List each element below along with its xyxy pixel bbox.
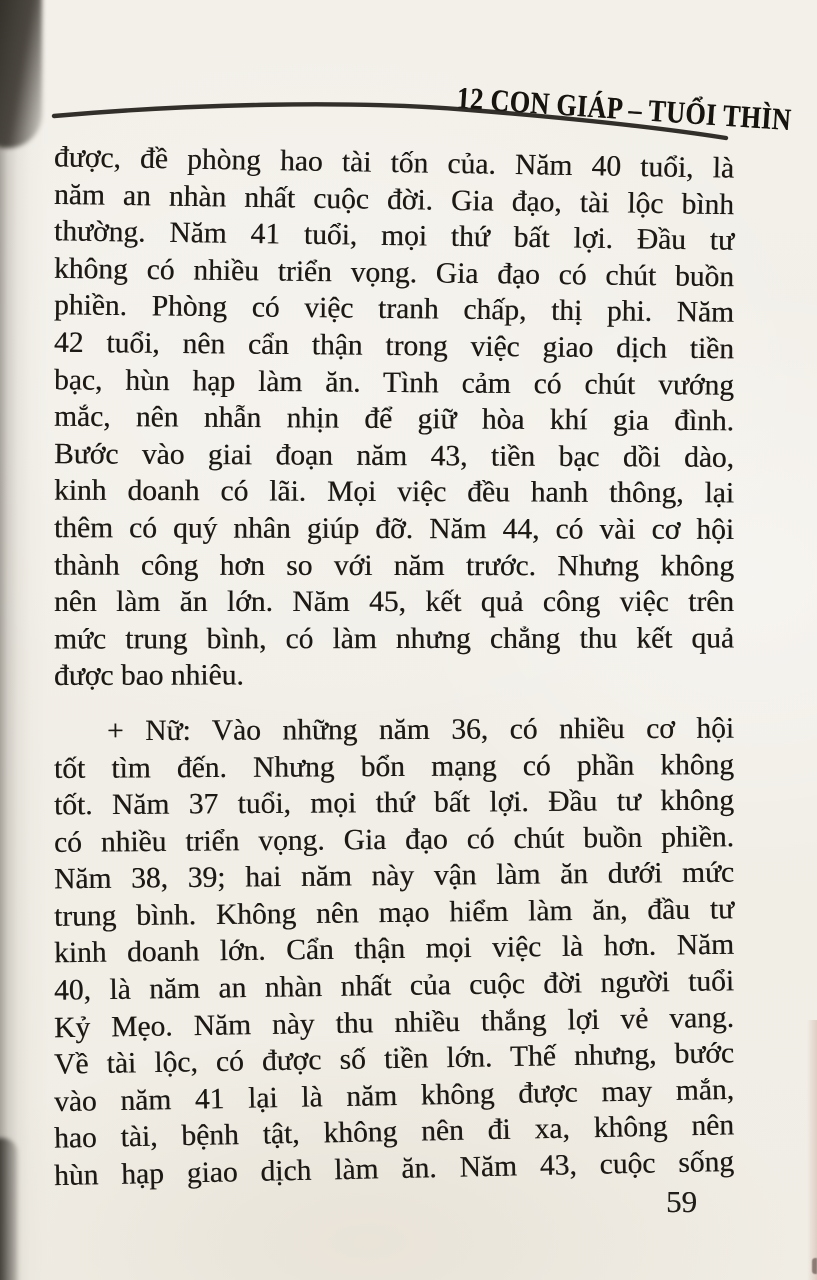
- text-line: nên làm ăn lớn. Năm 45, kết quả công việc trên: [53, 586, 735, 619]
- text-line: hùn hạp giao dịch làm ăn. Năm 43, cuộc sống: [53, 1145, 735, 1193]
- scan-edge-right: [807, 1020, 817, 1280]
- text-line: có nhiều triển vọng. Gia đạo có chút buồn phiền.: [53, 820, 735, 859]
- text-line: được bao nhiêu.: [53, 659, 244, 693]
- paragraph: [53, 712, 735, 1193]
- text-line: mắc, nên nhẫn nhịn để giữ hòa khí gia đình.: [53, 400, 735, 438]
- text-line: hao tài, bệnh tật, không nên đi xa, không nên: [53, 1109, 735, 1156]
- text-line: Năm 38, 39; hai năm này vận làm ăn dưới mức: [53, 856, 735, 896]
- scan-edge-bottom-left: [0, 1138, 18, 1280]
- paragraph: [53, 141, 735, 694]
- text-line: 40, là năm an nhàn nhất của cuộc đời người tuổi: [53, 965, 735, 1007]
- text-line: vào năm 41 lại là năm không được may mắn,: [53, 1073, 735, 1119]
- text-line: phiền. Phòng có việc tranh chấp, thị phi. Năm: [53, 289, 735, 330]
- text-line: thêm có quý nhân giúp đỡ. Năm 44, có vài cơ hội: [53, 512, 735, 546]
- body-text-block: [53, 141, 735, 1193]
- text-line: kinh doanh có lãi. Mọi việc đều hanh thông, lại: [53, 474, 735, 510]
- text-line: Kỷ Mẹo. Năm này thu nhiều thắng lợi vẻ vang.: [53, 1001, 735, 1044]
- text-line: tốt. Năm 37 tuổi, mọi thứ bất lợi. Đầu tư không: [53, 784, 735, 822]
- page-number: 59: [666, 1184, 697, 1219]
- text-line: Bước vào giai đoạn năm 43, tiền bạc dồi dào,: [53, 437, 735, 474]
- running-header-title: 12 CON GIÁP – TUỔI THÌN: [455, 80, 793, 138]
- text-line: tốt tìm đến. Nhưng bổn mạng có phần không: [53, 748, 735, 785]
- scan-speck: [812, 1258, 817, 1274]
- text-line: mức trung bình, có làm nhưng chẳng thu kết quả: [53, 622, 735, 656]
- text-line: trung bình. Không nên mạo hiểm làm ăn, đầu tư: [53, 893, 735, 933]
- text-line: được, đề phòng hao tài tốn của. Năm 40 tuổi, là: [53, 141, 735, 185]
- text-line: 42 tuổi, nên cẩn thận trong việc giao dịch tiền: [53, 326, 735, 366]
- text-line: thành công hơn so với năm trước. Nhưng không: [53, 549, 735, 582]
- text-line: + Nữ: Vào những năm 36, có nhiều cơ hội: [106, 712, 735, 748]
- text-line: năm an nhàn nhất cuộc đời. Gia đạo, tài lộc bình: [53, 178, 735, 221]
- scan-edge-top-left: [0, 0, 42, 148]
- text-line: kinh doanh lớn. Cẩn thận mọi việc là hơn. Năm: [53, 929, 735, 970]
- scan-gutter-shadow: [0, 0, 48, 1280]
- text-line: Về tài lộc, có được số tiền lớn. Thế nhưng, bước: [53, 1037, 735, 1081]
- text-line: thường. Năm 41 tuổi, mọi thứ bất lợi. Đầu tư: [53, 215, 735, 257]
- text-line: không có nhiều triển vọng. Gia đạo có chút buồn: [53, 252, 735, 293]
- text-line: bạc, hùn hạp làm ăn. Tình cảm có chút vướng: [53, 363, 735, 402]
